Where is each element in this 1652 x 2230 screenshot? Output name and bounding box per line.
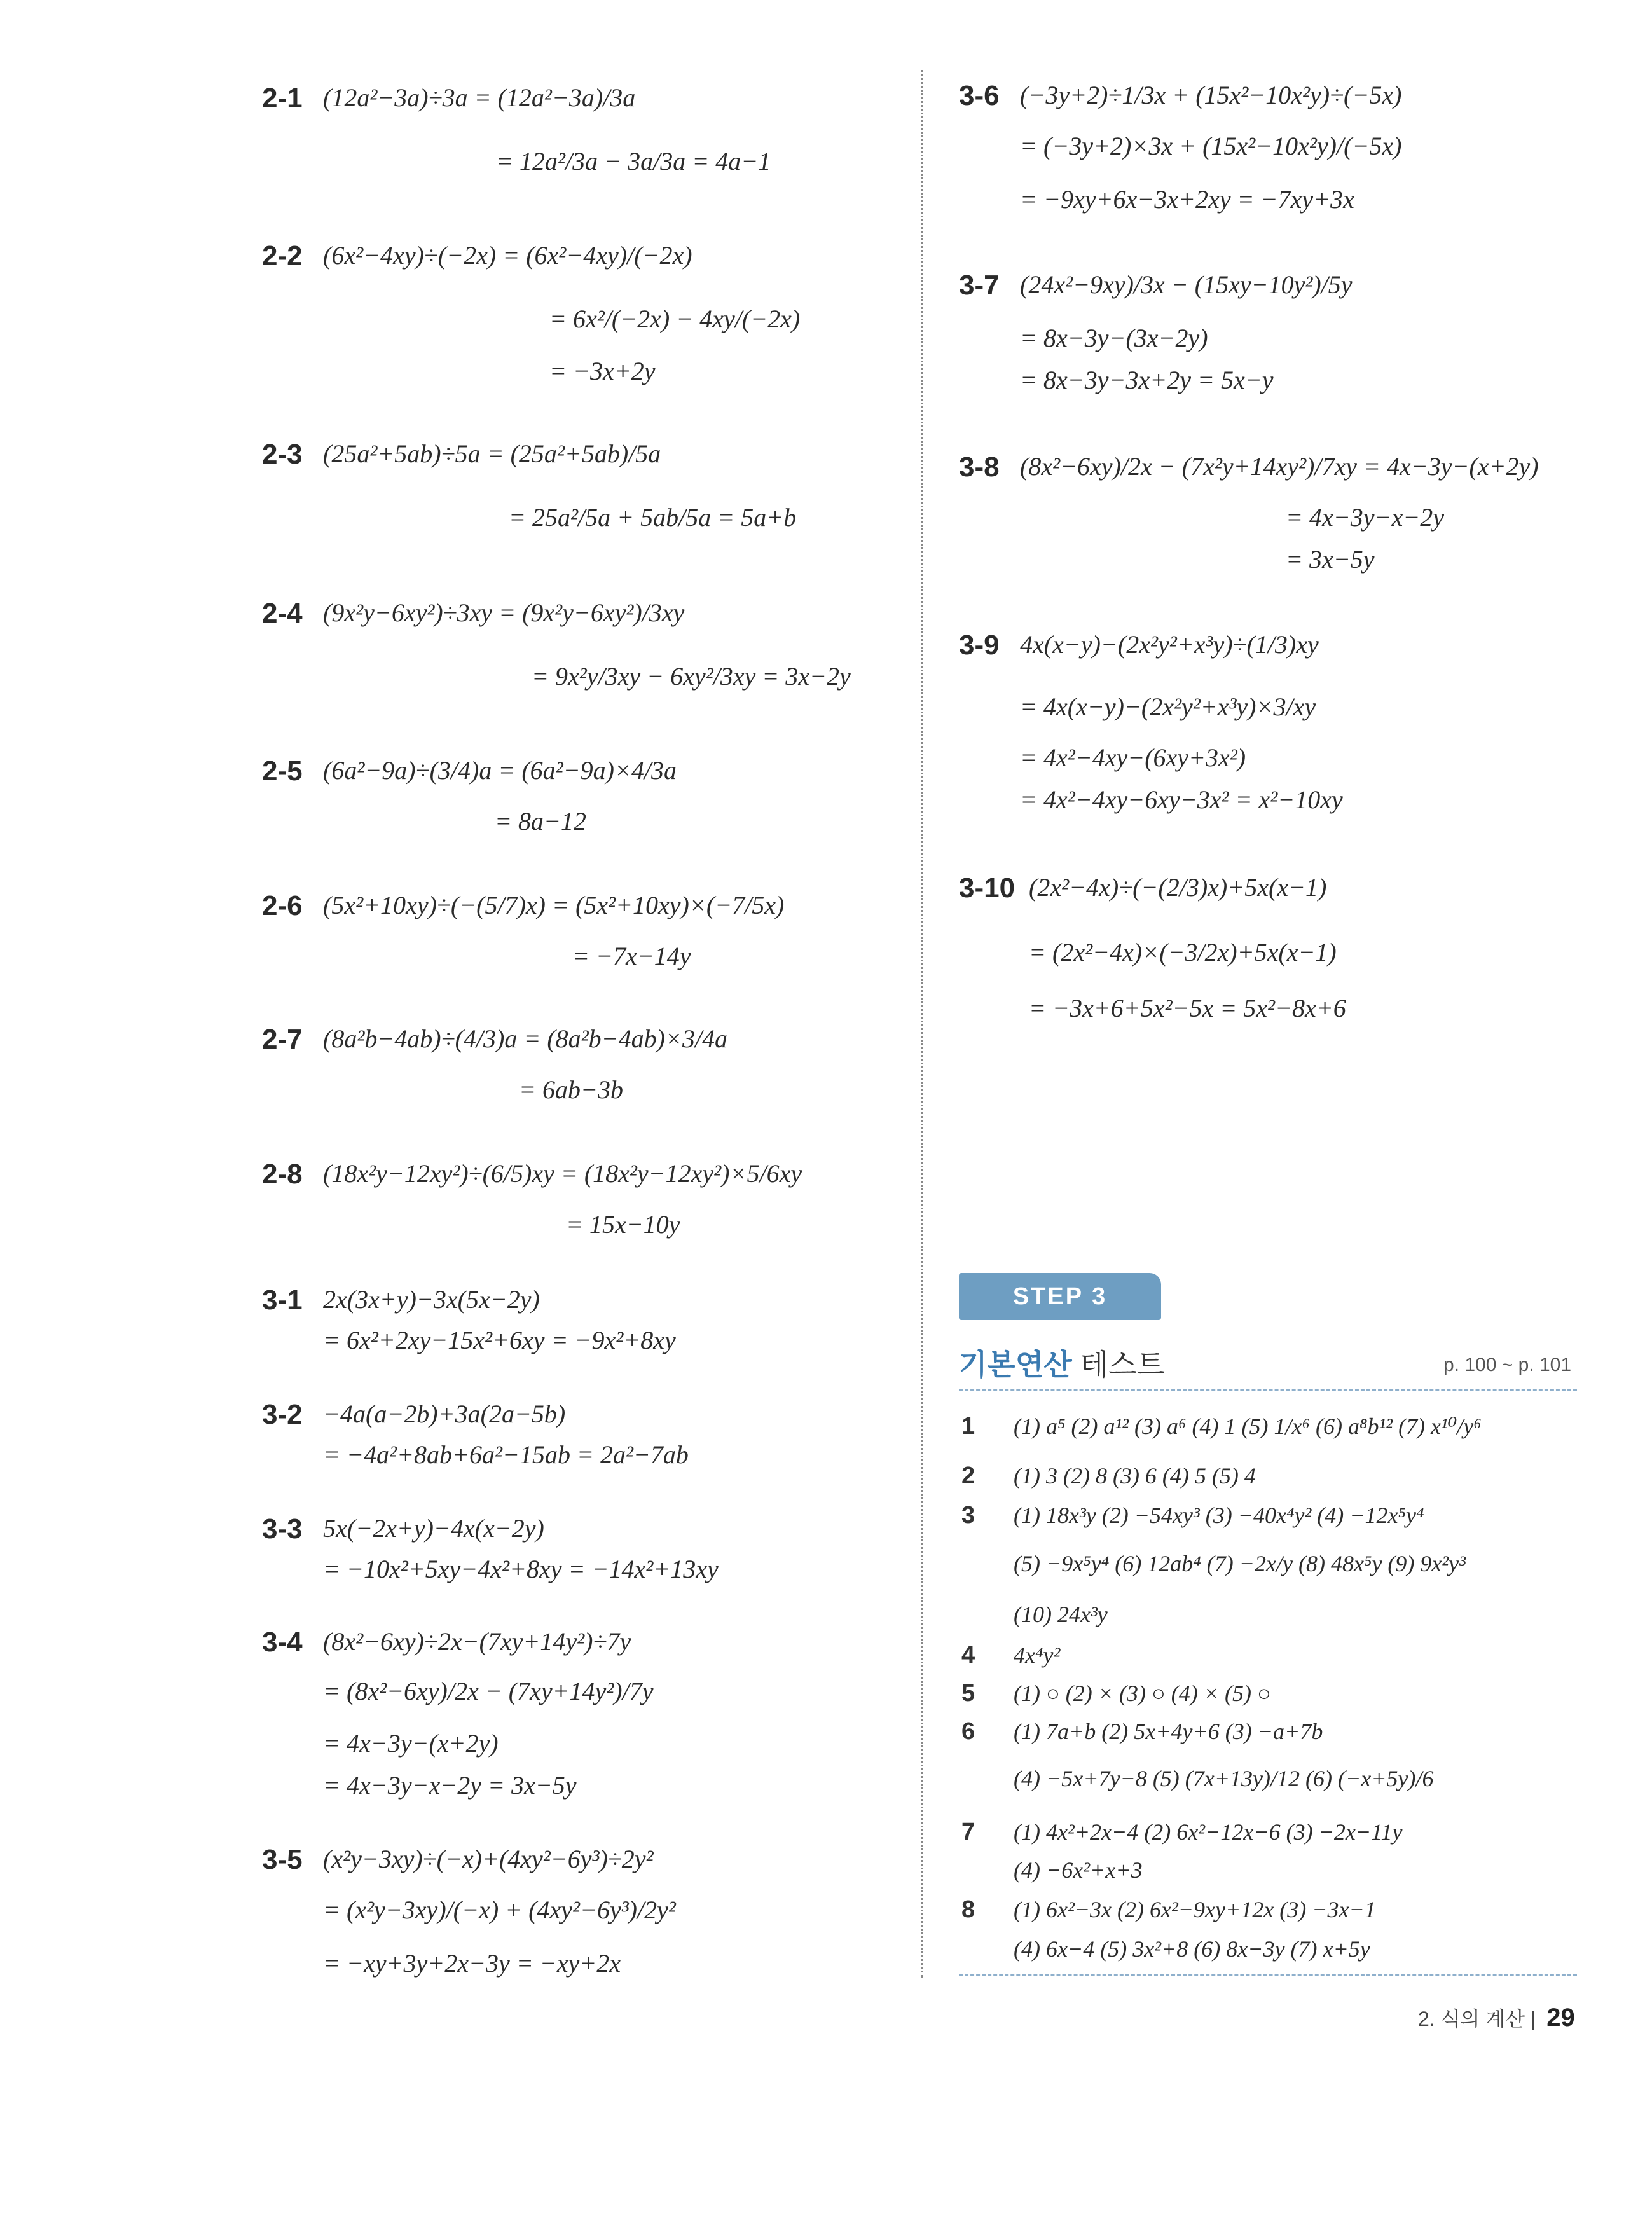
problem-line: = 4x−3y−(x+2y) xyxy=(323,1729,499,1758)
problem-line: (9x²y−6xy²)÷3xy = (9x²y−6xy²)/3xy xyxy=(323,598,685,627)
page-footer xyxy=(1418,2003,1575,2032)
answer-line: (5) −9x⁵y⁴ (6) 12ab⁴ (7) −2x/y (8) 48x⁵y (9) 9x²y³ xyxy=(1014,1551,1466,1576)
problem-line: 4x(x−y)−(2x²y²+x³y)÷(1/3)xy xyxy=(1020,630,1319,659)
chapter-label: 2. 식의 계산 xyxy=(1418,2007,1525,2030)
problem-line: (2x²−4x)÷(−(2/3)x)+5x(x−1) xyxy=(1029,873,1327,902)
answer-number: 7 xyxy=(961,1819,975,1845)
problem-line: (24x²−9xy)/3x − (15xy−10y²)/5y xyxy=(1020,270,1353,299)
answer-line: (1) 3 (2) 8 (3) 6 (4) 5 (5) 4 xyxy=(1014,1463,1256,1489)
problem-line: = 4x²−4xy−6xy−3x² = x²−10xy xyxy=(1020,785,1343,814)
answer-line: (1) a⁵ (2) a¹² (3) a⁶ (4) 1 (5) 1/x⁶ (6) a⁸b¹² (7) x¹⁰/y⁶ xyxy=(1014,1414,1482,1439)
problem-line: = 4x−3y−x−2y = 3x−5y xyxy=(323,1771,577,1800)
problem-number: 2-5 xyxy=(262,755,303,787)
section-divider-bottom xyxy=(959,1974,1577,1976)
problem-line: −4a(a−2b)+3a(2a−5b) xyxy=(323,1400,566,1428)
problem-line: = 6ab−3b xyxy=(519,1075,623,1104)
problem-line: = 6x²/(−2x) − 4xy/(−2x) xyxy=(549,305,801,333)
problem-number: 3-1 xyxy=(262,1284,303,1316)
problem-line: = 8a−12 xyxy=(495,807,586,836)
problem-line: (6x²−4xy)÷(−2x) = (6x²−4xy)/(−2x) xyxy=(323,241,692,270)
problem-line: (x²y−3xy)÷(−x)+(4xy²−6y³)÷2y² xyxy=(323,1845,654,1873)
problem-line: 5x(−2x+y)−4x(x−2y) xyxy=(323,1514,544,1543)
answer-number: 5 xyxy=(961,1680,975,1707)
problem-number: 3-6 xyxy=(959,80,1000,111)
answer-line: 4x⁴y² xyxy=(1014,1642,1061,1668)
problem-line: (−3y+2)÷1/3x + (15x²−10x²y)÷(−5x) xyxy=(1020,81,1402,109)
problem-line: = −3x+2y xyxy=(549,357,656,385)
problem-line: = 6x²+2xy−15x²+6xy = −9x²+8xy xyxy=(323,1326,676,1354)
answer-number: 8 xyxy=(961,1896,975,1923)
column-divider xyxy=(921,70,923,1978)
problem-line: 2x(3x+y)−3x(5x−2y) xyxy=(323,1285,540,1314)
problem-number: 2-4 xyxy=(262,598,303,629)
problem-number: 2-8 xyxy=(262,1159,303,1190)
problem-number: 3-3 xyxy=(262,1513,303,1545)
section-divider-top xyxy=(959,1389,1577,1391)
problem-number: 3-4 xyxy=(262,1627,303,1658)
problem-number: 2-2 xyxy=(262,240,303,272)
problem-line: = 8x−3y−(3x−2y) xyxy=(1020,324,1208,352)
problem-line: = −xy+3y+2x−3y = −xy+2x xyxy=(323,1949,621,1978)
problem-line: (6a²−9a)÷(3/4)a = (6a²−9a)×4/3a xyxy=(323,756,677,785)
page-number: 29 xyxy=(1546,2004,1575,2032)
problem-line: = 12a²/3a − 3a/3a = 4a−1 xyxy=(496,147,771,176)
problem-number: 3-8 xyxy=(959,451,1000,483)
problem-number: 2-1 xyxy=(262,83,303,114)
answer-line: (1) ○ (2) × (3) ○ (4) × (5) ○ xyxy=(1014,1681,1271,1706)
problem-line: = 4x(x−y)−(2x²y²+x³y)×3/xy xyxy=(1020,692,1316,721)
problem-line: = −3x+6+5x²−5x = 5x²−8x+6 xyxy=(1029,994,1346,1022)
problem-number: 3-2 xyxy=(262,1399,303,1430)
answer-line: (10) 24x³y xyxy=(1014,1602,1108,1627)
answer-line: (4) −5x+7y−8 (5) (7x+13y)/12 (6) (−x+5y)/6 xyxy=(1014,1766,1434,1791)
problem-number: 2-6 xyxy=(262,890,303,921)
answer-line: (1) 4x²+2x−4 (2) 6x²−12x−6 (3) −2x−11y xyxy=(1014,1819,1403,1845)
problem-number: 3-7 xyxy=(959,270,1000,301)
problem-line: = 4x²−4xy−(6xy+3x²) xyxy=(1020,743,1246,772)
section-title-rest: 테스트 xyxy=(1080,1348,1165,1381)
answer-line: (1) 7a+b (2) 5x+4y+6 (3) −a+7b xyxy=(1014,1719,1323,1744)
problem-line: (8a²b−4ab)÷(4/3)a = (8a²b−4ab)×3/4a xyxy=(323,1024,728,1053)
answer-line: (4) 6x−4 (5) 3x²+8 (6) 8x−3y (7) x+5y xyxy=(1014,1936,1370,1962)
problem-number: 2-7 xyxy=(262,1024,303,1055)
answer-number: 2 xyxy=(961,1463,975,1489)
problem-line: (12a²−3a)÷3a = (12a²−3a)/3a xyxy=(323,83,636,112)
problem-line: (25a²+5ab)÷5a = (25a²+5ab)/5a xyxy=(323,439,661,468)
answer-line: (1) 18x³y (2) −54xy³ (3) −40x⁴y² (4) −12x⁵y⁴ xyxy=(1014,1503,1424,1528)
problem-line: = 3x−5y xyxy=(1286,545,1375,574)
answer-line: (1) 6x²−3x (2) 6x²−9xy+12x (3) −3x−1 xyxy=(1014,1897,1376,1922)
problem-line: = (8x²−6xy)/2x − (7xy+14y²)/7y xyxy=(323,1677,654,1705)
answer-number: 6 xyxy=(961,1718,975,1745)
problem-number: 2-3 xyxy=(262,439,303,470)
problem-line: = 9x²y/3xy − 6xy²/3xy = 3x−2y xyxy=(532,662,851,691)
problem-line: = −4a²+8ab+6a²−15ab = 2a²−7ab xyxy=(323,1440,689,1469)
problem-number: 3-5 xyxy=(262,1844,303,1875)
answer-line: (4) −6x²+x+3 xyxy=(1014,1857,1143,1883)
problem-line: (8x²−6xy)/2x − (7x²y+14xy²)/7xy = 4x−3y−(x+2y) xyxy=(1020,452,1539,481)
problem-line: = −10x²+5xy−4x²+8xy = −14x²+13xy xyxy=(323,1555,719,1583)
problem-line: (5x²+10xy)÷(−(5/7)x) = (5x²+10xy)×(−7/5x) xyxy=(323,891,785,919)
answer-number: 1 xyxy=(961,1413,975,1440)
problem-line: = −7x−14y xyxy=(572,942,691,970)
section-title-highlight: 기본연산 xyxy=(959,1348,1072,1381)
problem-line: = 15x−10y xyxy=(566,1210,680,1239)
problem-line: (8x²−6xy)÷2x−(7xy+14y²)÷7y xyxy=(323,1627,631,1656)
problem-line: = 8x−3y−3x+2y = 5x−y xyxy=(1020,366,1274,394)
answer-number: 4 xyxy=(961,1642,975,1669)
step-badge: STEP 3 xyxy=(959,1273,1161,1320)
problem-line: = 25a²/5a + 5ab/5a = 5a+b xyxy=(509,503,797,532)
problem-line: = (2x²−4x)×(−3/2x)+5x(x−1) xyxy=(1029,938,1337,967)
problem-number: 3-10 xyxy=(959,872,1015,904)
page-range: p. 100 ~ p. 101 xyxy=(1443,1354,1572,1375)
footer-separator: | xyxy=(1531,2007,1542,2030)
section-title xyxy=(959,1342,1165,1384)
problem-line: (18x²y−12xy²)÷(6/5)xy = (18x²y−12xy²)×5/6xy xyxy=(323,1159,802,1188)
problem-line: = −9xy+6x−3x+2xy = −7xy+3x xyxy=(1020,185,1354,214)
problem-line: = (−3y+2)×3x + (15x²−10x²y)/(−5x) xyxy=(1020,132,1402,160)
problem-line: = (x²y−3xy)/(−x) + (4xy²−6y³)/2y² xyxy=(323,1896,676,1924)
problem-number: 3-9 xyxy=(959,630,1000,661)
answer-number: 3 xyxy=(961,1502,975,1529)
problem-line: = 4x−3y−x−2y xyxy=(1286,503,1444,532)
